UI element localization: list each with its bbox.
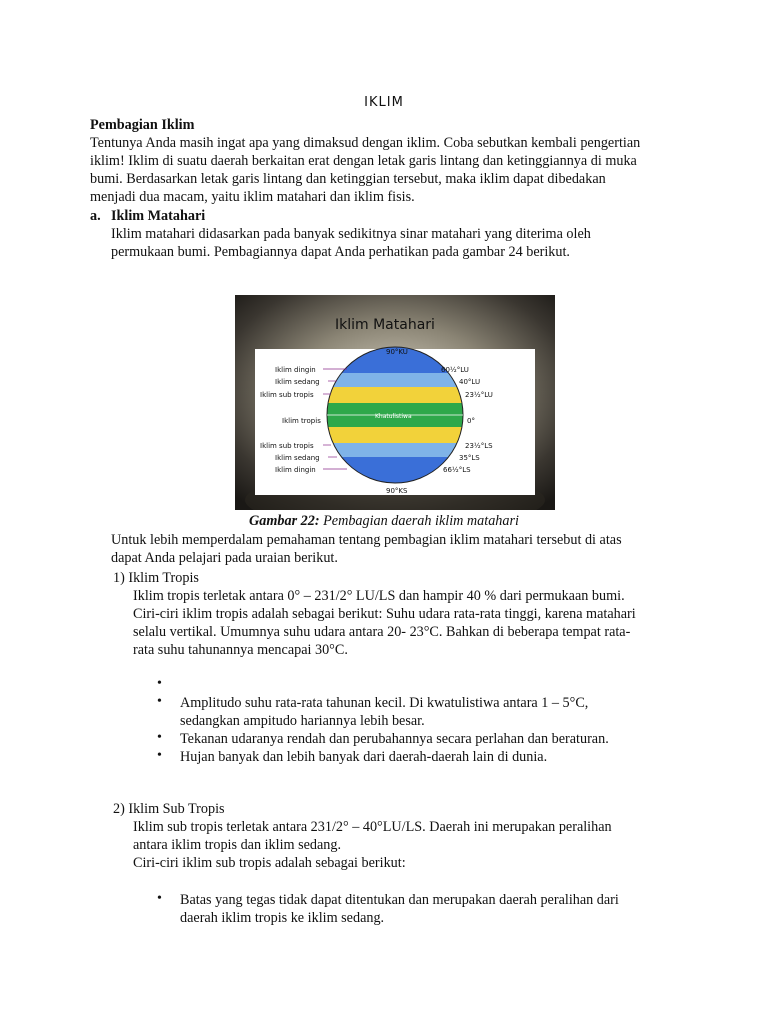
section-a-line: Iklim matahari didasarkan pada banyak sedikitnya sinar matahari yang diterima oleh [111,226,591,242]
pole-north-label: 90°KU [386,348,408,356]
latitude-label-right: 40°LU [459,378,481,386]
item-2-line: antara iklim tropis dan iklim sedang. [133,837,342,853]
bullet-text: Amplitudo suhu rata-rata tahunan kecil. Di kwatulistiwa antara 1 – 5°C, [180,695,589,711]
bullet-icon: • [157,748,162,763]
equator-label: Khatulistiwa [375,413,412,420]
bullet-icon: • [157,891,162,906]
zone-label-left: Iklim sub tropis [260,391,314,399]
bullet-text: Tekanan udaranya rendah dan perubahannya secara perlahan dan beraturan. [180,731,609,747]
latitude-label-right: 60½°LU [441,366,469,374]
zone-label-left: Iklim sedang [275,378,320,386]
item-2-line: Ciri-ciri iklim sub tropis adalah sebagai berikut: [133,855,406,871]
item-1-line: selalu vertikal. Umumnya suhu udara antara 20- 23°C. Bahkan di beberapa tempat rata- [133,624,631,640]
zone-label-left: Iklim tropis [282,417,321,425]
climate-figure [235,295,555,510]
item-2-line: Iklim sub tropis terletak antara 231/2° – 40°LU/LS. Daerah ini merupakan peralihan [133,819,612,835]
figure-caption-label: Gambar 22: [249,513,320,529]
section-a-line: permukaan bumi. Pembagiannya dapat Anda perhatikan pada gambar 24 berikut. [111,244,570,260]
figure-caption [0,513,768,530]
intro-line: menjadi dua macam, yaitu iklim matahari dan iklim fisis. [90,189,415,205]
bullet-text: sedangkan ampitudo hariannya lebih besar. [180,713,425,729]
bullet-icon: • [157,676,162,691]
after-figure-line: Untuk lebih memperdalam pemahaman tentang pembagian iklim matahari tersebut di atas [111,532,622,548]
after-figure-line: dapat Anda pelajari pada uraian berikut. [111,550,338,566]
bullet-icon: • [157,694,162,709]
section-a-marker: a. [90,208,101,224]
section-heading: Pembagian Iklim [90,117,195,133]
zone-label-left: Iklim sedang [275,454,320,462]
intro-line: iklim! Iklim di suatu daerah berkaitan erat dengan letak garis lintang dan ketinggiannya di muka [90,153,637,169]
section-a-title: Iklim Matahari [111,208,206,224]
item-1-line: Ciri-ciri iklim tropis adalah sebagai berikut: Suhu udara rata-rata tinggi, karena matahari [133,606,636,622]
zone-label-left: Iklim dingin [275,466,316,474]
intro-line: Tentunya Anda masih ingat apa yang dimaksud dengan iklim. Coba sebutkan kembali pengertian [90,135,641,151]
item-1-line: rata suhu tahunannya mencapai 30°C. [133,642,348,658]
latitude-label-right: 66½°LS [443,466,471,474]
intro-line: bumi. Berdasarkan letak garis lintang dan ketinggian tersebut, maka iklim dapat dibedakan [90,171,606,187]
figure-caption-text: Pembagian daerah iklim matahari [319,513,519,529]
figure-title: Iklim Matahari [335,317,435,333]
bullet-icon: • [157,730,162,745]
latitude-label-right: 23½°LS [465,442,493,450]
climate-figure-graphic [235,295,555,510]
bullet-text: daerah iklim tropis ke iklim sedang. [180,910,385,926]
item-1-title: 1) Iklim Tropis [113,570,199,586]
item-1-line: Iklim tropis terletak antara 0° – 231/2° LU/LS dan hampir 40 % dari permukaan bumi. [133,588,625,604]
bullet-text: Hujan banyak dan lebih banyak dari daerah-daerah lain di dunia. [180,749,548,765]
document-title: IKLIM [364,95,404,110]
zone-label-left: Iklim dingin [275,366,316,374]
zone-label-left: Iklim sub tropis [260,442,314,450]
latitude-label-right: 35°LS [459,454,480,462]
latitude-label-right: 23½°LU [465,391,493,399]
latitude-label-right: 0° [467,417,475,425]
pole-south-label: 90°KS [386,487,408,495]
bullet-text: Batas yang tegas tidak dapat ditentukan dan merupakan daerah peralihan dari [180,892,619,908]
item-2-title: 2) Iklim Sub Tropis [113,801,225,817]
